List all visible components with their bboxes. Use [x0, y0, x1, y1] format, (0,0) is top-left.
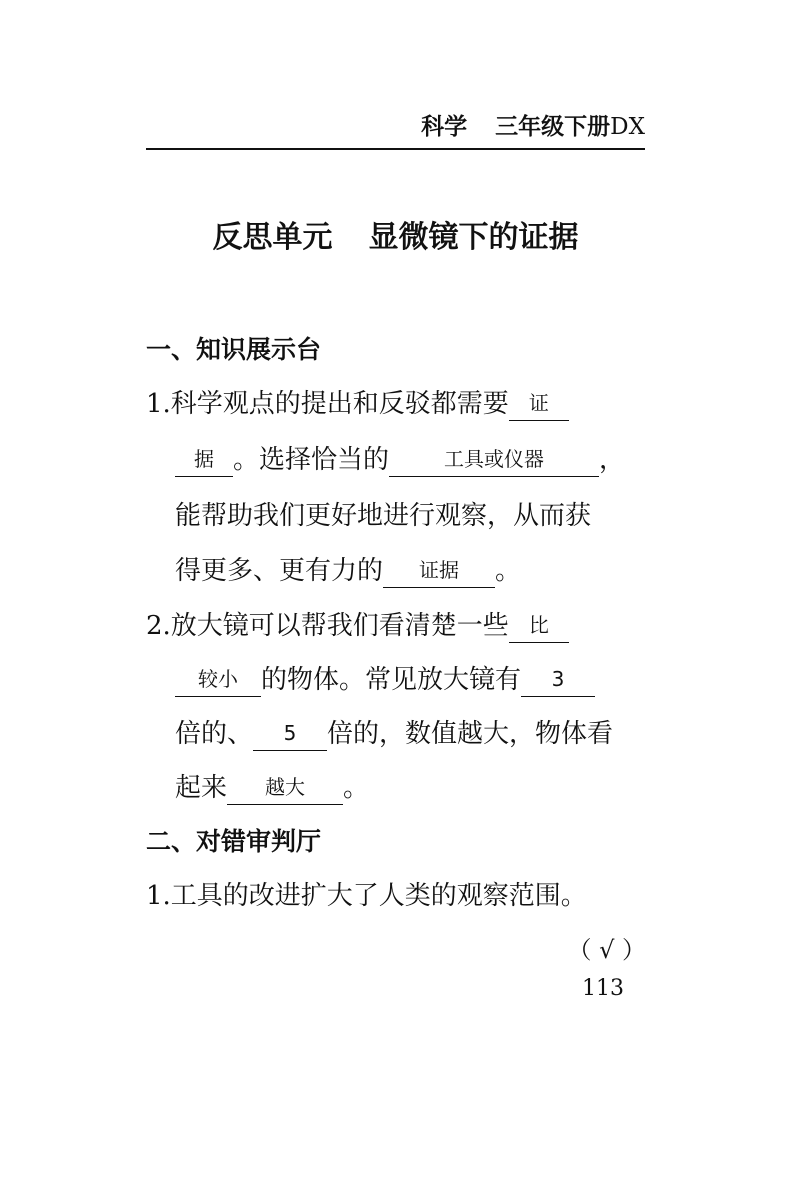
q2-text-3: 倍的，数值越大，物体看 — [327, 719, 614, 749]
q2-text-2: 的物体。常见放大镜有 — [261, 665, 522, 695]
header-grade: 三年级下册 — [495, 114, 611, 140]
q2-answer-1b: 较小 — [175, 662, 261, 697]
q2-text-4-end: 。 — [343, 773, 370, 803]
section-heading-knowledge: 一、知识展示台 — [146, 335, 322, 364]
q2-line-4 — [175, 768, 369, 808]
header-subject: 科学 — [421, 114, 468, 140]
q1-answer-1a: 证 — [509, 386, 569, 421]
q1-text-4-end: 。 — [495, 556, 522, 586]
page-number: 113 — [582, 976, 624, 1001]
running-header — [146, 108, 645, 150]
q2-line-1 — [146, 606, 569, 646]
q1-line-2 — [175, 440, 625, 480]
q2-answer-1a: 比 — [509, 608, 569, 643]
q1-text-1: 1.科学观点的提出和反驳都需要 — [146, 389, 509, 419]
q2-answer-3: 5 — [253, 716, 327, 751]
q2-line-3 — [175, 714, 613, 754]
q1-answer-1b: 据 — [175, 442, 233, 477]
q1-line-1 — [146, 384, 569, 424]
header-code: DX — [610, 114, 645, 140]
q2-answer-2: 3 — [521, 662, 595, 697]
q1-answer-3: 证据 — [383, 553, 495, 588]
title-topic: 显微镜下的证据 — [368, 220, 579, 255]
q1-text-2: 。选择恰当的 — [233, 445, 390, 475]
q2-text-1: 2.放大镜可以帮我们看清楚一些 — [146, 611, 509, 641]
q1-line-4 — [175, 551, 521, 591]
q2-text-3-start: 倍的、 — [175, 719, 254, 749]
q1-answer-2: 工具或仪器 — [389, 442, 599, 477]
q2-text-4: 起来 — [175, 773, 228, 803]
page-title — [146, 214, 645, 262]
q1-text-4: 得更多、更有力的 — [175, 556, 384, 586]
section-heading-true-false: 二、对错审判厅 — [146, 827, 322, 856]
q1-text-2-end: ， — [599, 445, 626, 475]
q2-line-2 — [175, 660, 595, 700]
tf-q1-judgement: （ √ ） — [567, 936, 646, 964]
tf-q1-text: 1.工具的改进扩大了人类的观察范围。 — [146, 881, 587, 911]
q2-answer-4: 越大 — [227, 770, 343, 805]
title-unit: 反思单元 — [212, 220, 333, 255]
q1-line-3: 能帮助我们更好地进行观察，从而获 — [175, 501, 592, 531]
